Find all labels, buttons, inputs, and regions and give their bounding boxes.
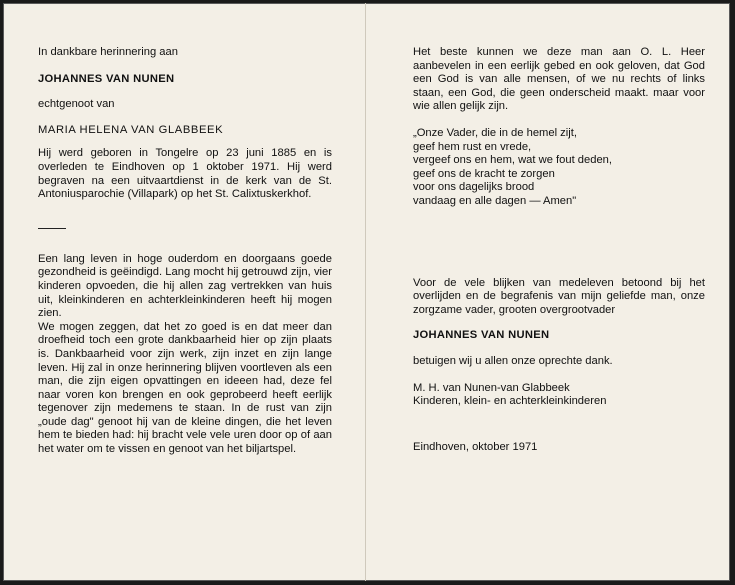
prayer-line: geef hem rust en vrede, (413, 140, 532, 153)
section-divider (38, 228, 66, 229)
deceased-name-repeat: JOHANNES VAN NUNEN (413, 329, 550, 342)
biography-text: Hij werd geboren in Tongelre op 23 juni 1885 en is overleden te Eindhoven op 1 oktober 1971. Hij werd begraven na een uitvaartdienst in de kerk van de St. Antoniusparochie (Villapark) op het St. Calixtuskerkhof. (38, 147, 332, 201)
right-panel (413, 38, 705, 454)
prayer-line: vandaag en alle dagen — Amen" (413, 194, 577, 207)
opening-text: Het beste kunnen we deze man aan O. L. Heer aanbevelen in een eerlijk gebed en ook geloven, dat God een God is van alle mensen, of we nu rechts of links staan, een God, die geen onderscheid maakt. maar voor wie allen gelijk zijn. (413, 46, 705, 113)
prayer-line: „Onze Vader, die in de hemel zijt, (413, 126, 577, 139)
prayer-line: voor ons dagelijks brood (413, 181, 535, 194)
left-panel (38, 38, 332, 457)
prayer-line: vergeef ons en hem, wat we fout deden, (413, 154, 613, 167)
prayer-block (413, 127, 705, 209)
body-paragraph-1: Een lang leven in hoge ouderdom en doorgaans goede gezondheid is geëindigd. Lang mocht hij getrouwd zijn, vier kinderen opvoeden, die hij allen zag vertrekken van huis uit, kleinkinderen en achterkleinkinderen heeft hij mogen zien. (38, 252, 332, 320)
thanks-line: betuigen wij u allen onze oprechte dank. (413, 354, 613, 367)
card-fold-line (365, 3, 366, 581)
prayer-line: geef ons de kracht te zorgen (413, 167, 555, 180)
spouse-label: echtgenoot van (38, 98, 115, 111)
thanks-intro: Voor de vele blijken van medeleven betoond bij het overlijden en de begrafenis van mijn geliefde man, onze zorgzame vader, grooten overgrootvader (413, 276, 705, 316)
intro-text: In dankbare herinnering aan (38, 46, 178, 58)
body-paragraph-2: We mogen zeggen, dat het zo goed is en dat meer dan droefheid toch een grote dankbaarheid hier op zijn plaats is. Dankbaarheid voor zijn werk, zijn inzet en zijn lange leven. Hij zal in onze herinnering blijven voortleven als een man, die zijn eigen opvattingen en ideeen had, deze fel naar voren kon brengen en ook geprobeerd heeft eerlijk tegenover zijn medemens te staan. In de rust van zijn „oude dag" genoot hij van de kleine dingen, die het leven hem te bieden had: hij bracht vele vele uren door op of aan het water om te vissen en genoot van het biljartspel. (38, 320, 332, 456)
place-date: Eindhoven, oktober 1971 (413, 440, 538, 453)
deceased-name: JOHANNES VAN NUNEN (38, 72, 175, 85)
spouse-name: MARIA HELENA VAN GLABBEEK (38, 123, 224, 136)
signature-line-2: Kinderen, klein- en achterkleinkinderen (413, 395, 607, 408)
signature-line-1: M. H. van Nunen-van Glabbeek (413, 381, 570, 394)
